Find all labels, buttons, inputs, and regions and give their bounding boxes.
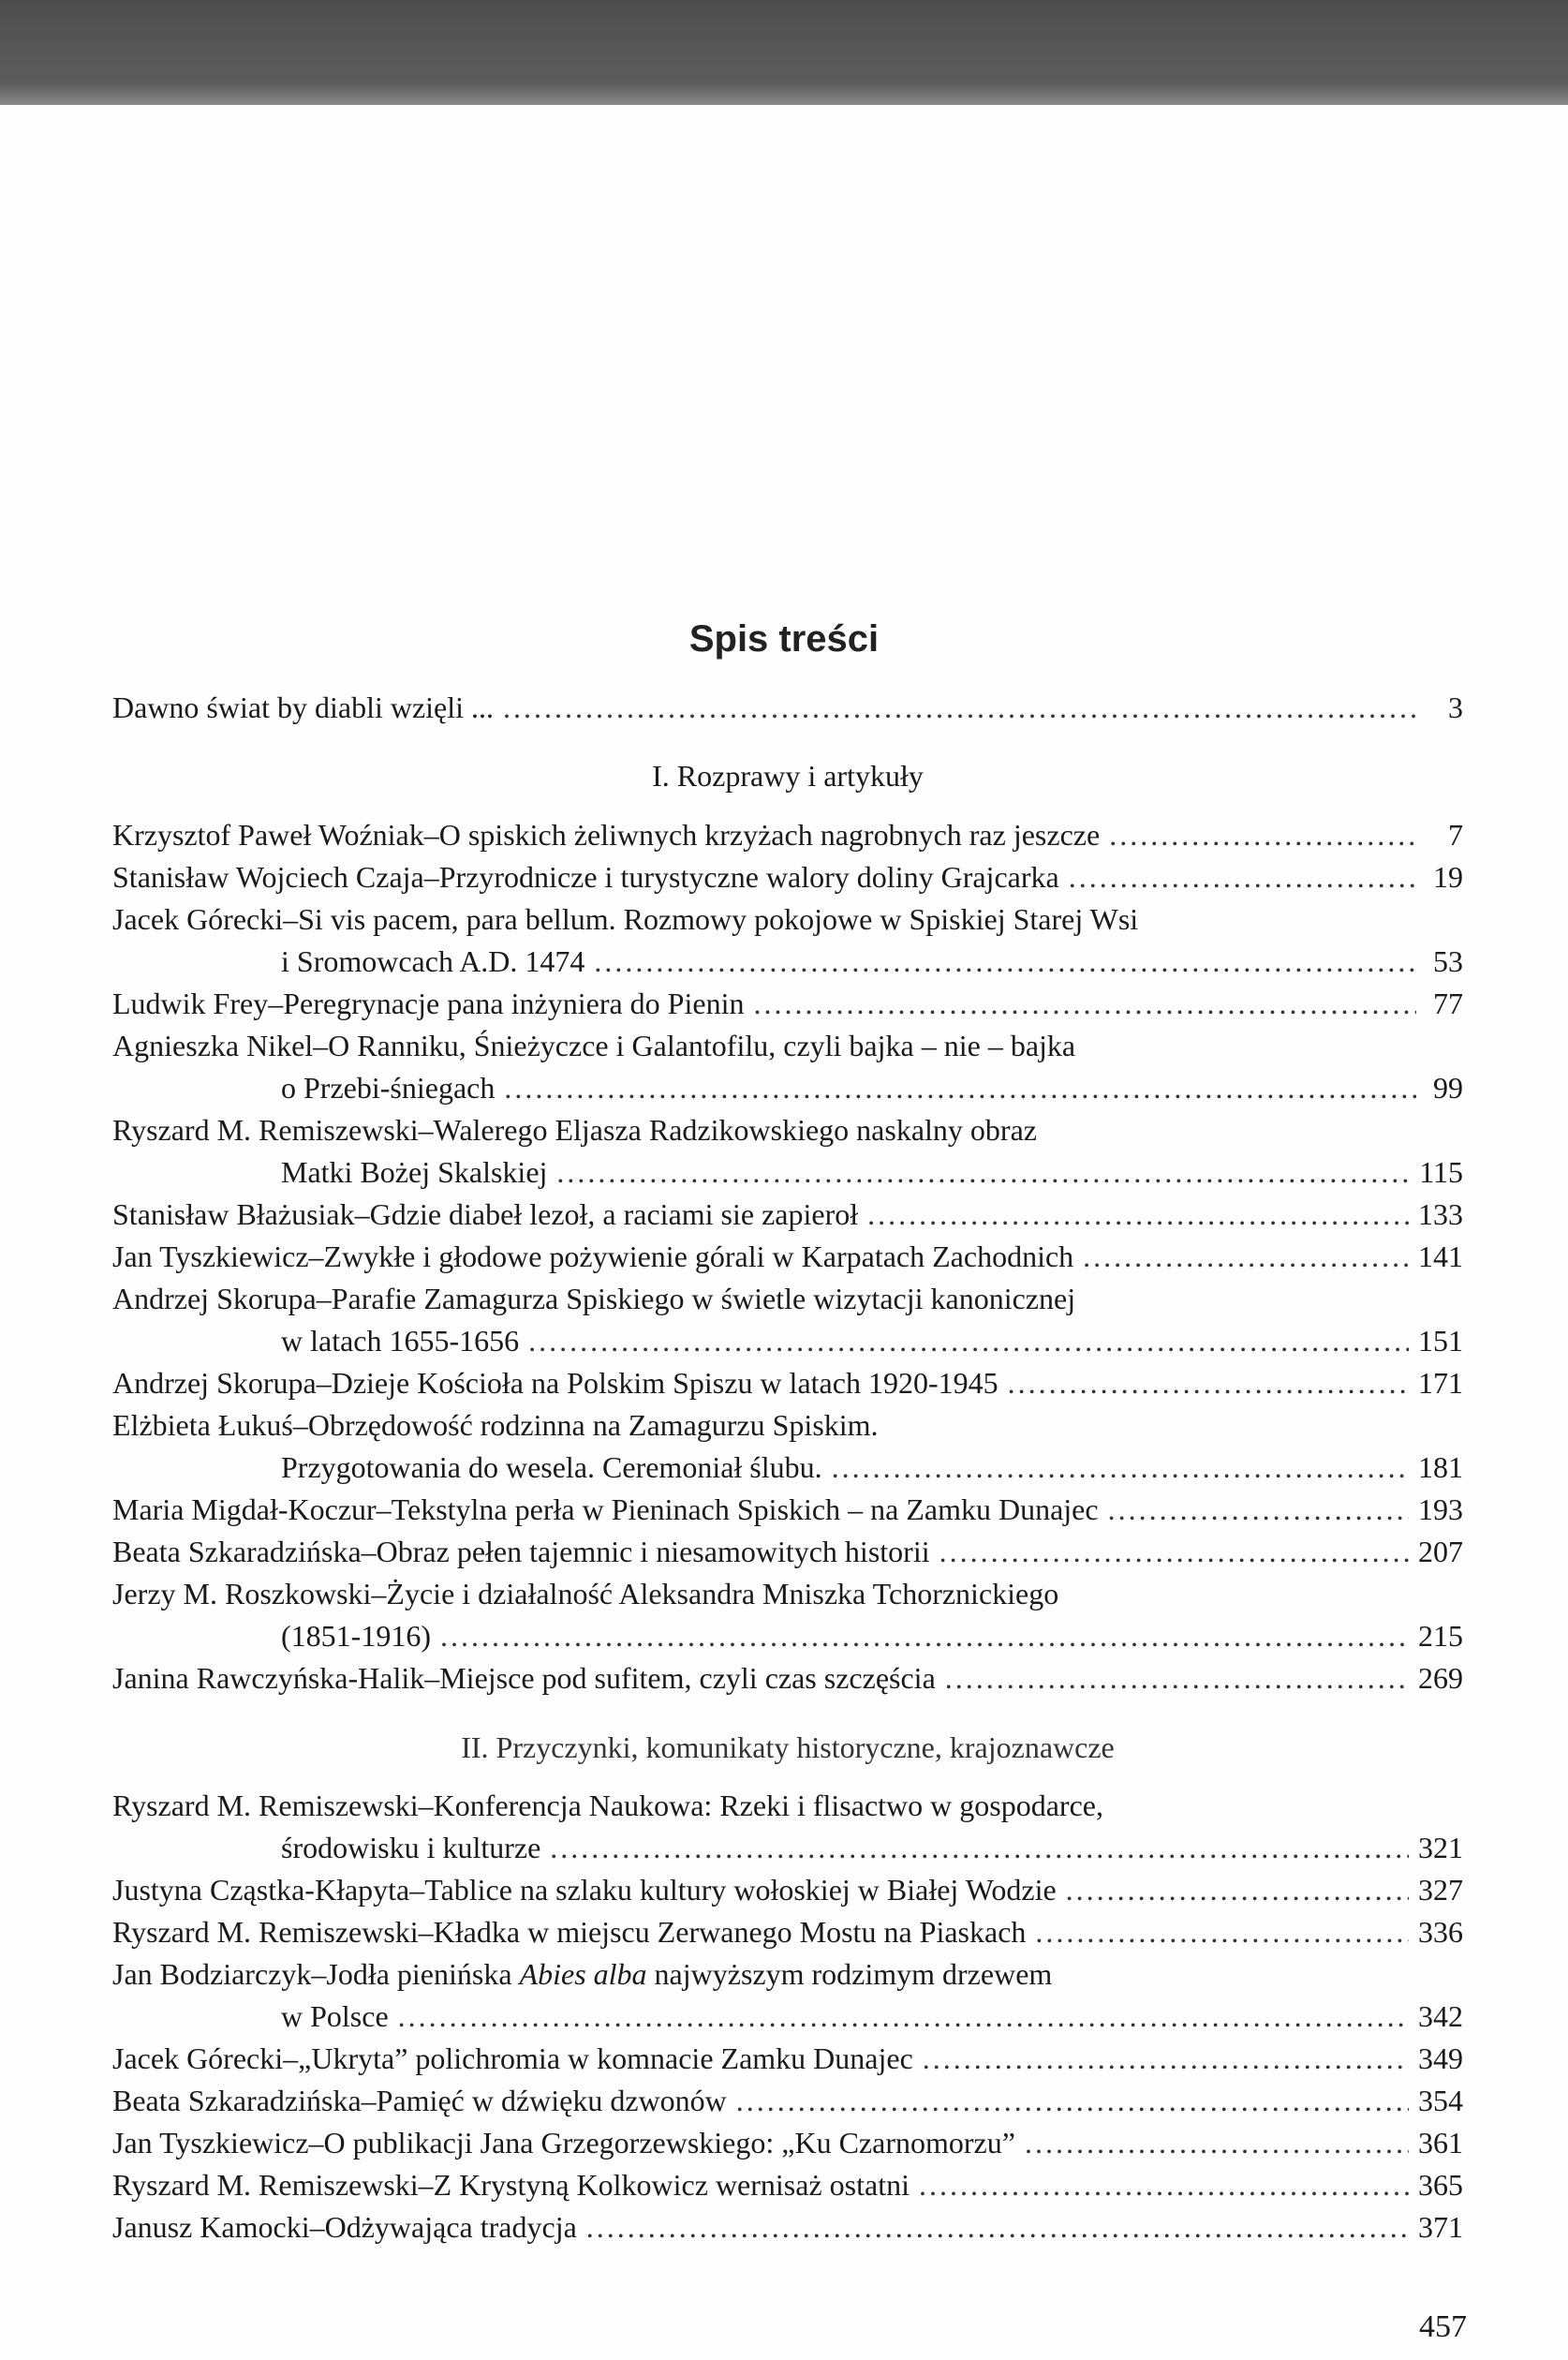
entry-continuation xyxy=(112,1320,1463,1362)
entry-page: 19 xyxy=(1433,860,1463,894)
entry-title xyxy=(326,1953,1052,1996)
entry-separator: – xyxy=(418,2168,434,2202)
entry-author: Andrzej Skorupa xyxy=(112,1366,317,1400)
entry-line xyxy=(112,1109,1463,1151)
entry-author: Jan Tyszkiewicz xyxy=(112,2126,309,2160)
entry-page: 115 xyxy=(1419,1155,1463,1189)
page-title: Spis treści xyxy=(688,618,880,660)
section-heading: II. Przyczynki, komunikaty historyczne, krajoznawcze xyxy=(461,1730,1115,1764)
entry-separator: – xyxy=(313,1029,329,1062)
toc-entry[interactable] xyxy=(112,2080,1463,2122)
dot-leader xyxy=(503,687,1416,729)
entry-page: 215 xyxy=(1418,1619,1463,1653)
entry-line xyxy=(112,814,1463,856)
entry-separator: – xyxy=(308,1239,324,1273)
entry-page: 151 xyxy=(1418,1324,1463,1358)
entry-line xyxy=(112,1236,1463,1278)
entry-page: 361 xyxy=(1418,2126,1463,2160)
dot-leader xyxy=(919,2164,1409,2206)
toc-entry[interactable] xyxy=(112,856,1463,898)
toc-entry[interactable] xyxy=(112,1785,1463,1869)
entry-author: Justyna Cząstka-Kłapyta xyxy=(112,1873,410,1907)
entry-author: Janina Rawczyńska-Halik xyxy=(112,1661,425,1695)
entry-title: O Ranniku, Śnieżyczce i Galantofilu, czyli bajka – nie – bajka xyxy=(328,1029,1076,1062)
entry-page: 342 xyxy=(1418,1999,1463,2033)
entry-author: Jan Bodziarczyk xyxy=(112,1957,312,1991)
dot-leader xyxy=(1035,1911,1409,1953)
scan-edge xyxy=(0,0,1568,105)
entry-continuation xyxy=(112,1067,1463,1109)
entry-author: Ryszard M. Remiszewski xyxy=(112,1113,419,1147)
entry-separator: – xyxy=(283,902,299,936)
dot-leader xyxy=(832,1447,1409,1489)
entry-title: O publikacji Jana Grzegorzewskiego: „Ku Czarnomorzu” xyxy=(323,2126,1015,2160)
entry-continuation xyxy=(112,1615,1463,1657)
dot-leader xyxy=(586,2206,1409,2249)
toc-entry[interactable] xyxy=(112,983,1463,1025)
entry-title: Peregrynacje pana inżyniera do Pienin xyxy=(283,987,745,1020)
entry-title: Si vis pacem, para bellum. Rozmowy pokojowe w Spiskiej Starej Wsi xyxy=(298,902,1139,936)
toc-entry[interactable] xyxy=(112,2206,1463,2249)
dot-leader xyxy=(398,1996,1409,2038)
entry-separator: – xyxy=(423,818,439,852)
toc-entry[interactable] xyxy=(112,1657,1463,1699)
entry-separator: – xyxy=(308,2126,324,2160)
entry-title: O spiskich żeliwnych krzyżach nagrobnych raz jeszcze xyxy=(438,818,1101,852)
entry-author: Krzysztof Paweł Woźniak xyxy=(112,818,424,852)
entry-separator: – xyxy=(268,987,284,1020)
entry-author: Elżbieta Łukuś xyxy=(112,1408,293,1442)
entry-title: Walerego Eljasza Radzikowskiego naskalny obraz xyxy=(433,1113,1037,1147)
dot-leader xyxy=(504,1067,1416,1109)
dot-leader xyxy=(1109,814,1416,856)
entry-separator: – xyxy=(354,1197,370,1231)
entry-line xyxy=(112,2206,1463,2249)
entry-author: Ryszard M. Remiszewski xyxy=(112,1915,419,1949)
entry-line xyxy=(112,856,1463,898)
entry-line xyxy=(112,1404,1463,1447)
entry-author: Jacek Górecki xyxy=(112,2041,284,2075)
title-italic: Abies alba xyxy=(519,1957,647,1991)
dot-leader xyxy=(1069,856,1416,898)
entry-line xyxy=(112,898,1463,941)
entry-continuation xyxy=(112,1151,1463,1194)
entry-line xyxy=(112,2080,1463,2122)
dot-leader xyxy=(1083,1236,1409,1278)
entry-page: 365 xyxy=(1418,2168,1463,2202)
entry-author: Agnieszka Nikel xyxy=(112,1029,314,1062)
section-heading: I. Rozprawy i artykuły xyxy=(652,759,924,793)
entry-separator: – xyxy=(371,1577,387,1610)
dot-leader xyxy=(528,1320,1409,1362)
entry-page: 99 xyxy=(1433,1071,1463,1105)
toc-entry[interactable] xyxy=(112,1236,1463,1278)
entry-separator: – xyxy=(292,1408,308,1442)
entry-author: Beata Szkaradzińska xyxy=(112,2084,362,2117)
entry-author: Jerzy M. Roszkowski xyxy=(112,1577,372,1610)
entry-separator: – xyxy=(418,1789,434,1822)
entry-page: 327 xyxy=(1418,1873,1463,1907)
entry-title: Kładka w miejscu Zerwanego Mostu na Piaskach xyxy=(433,1915,1027,1949)
entry-separator: – xyxy=(424,1661,440,1695)
entry-page: 171 xyxy=(1418,1366,1463,1400)
toc-entry[interactable] xyxy=(112,1531,1463,1573)
entry-page: 141 xyxy=(1418,1239,1463,1273)
entry-page: 3 xyxy=(1448,690,1463,724)
entry-line xyxy=(112,1278,1463,1320)
entry-title-cont: w Polsce xyxy=(281,1999,389,2033)
entry-separator: – xyxy=(361,1535,377,1568)
entry-line xyxy=(112,1531,1463,1573)
entry-page: 133 xyxy=(1418,1197,1463,1231)
toc-entry[interactable] xyxy=(112,1109,1463,1194)
toc-entry[interactable] xyxy=(112,1911,1463,1953)
toc-entry-intro[interactable] xyxy=(112,687,1463,729)
entry-author: Jan Tyszkiewicz xyxy=(112,1239,309,1273)
entry-line xyxy=(112,1362,1463,1404)
entry-title: Obraz pełen tajemnic i niesamowitych historii xyxy=(376,1535,930,1568)
entry-continuation xyxy=(112,1996,1463,2038)
entry-separator: – xyxy=(418,1113,434,1147)
entry-continuation xyxy=(112,1447,1463,1489)
entry-title: Miejsce pod sufitem, czyli czas szczęścia xyxy=(439,1661,936,1695)
entry-title: Zwykłe i głodowe pożywienie górali w Karpatach Zachodnich xyxy=(323,1239,1074,1273)
entry-separator: – xyxy=(311,1957,327,1991)
entry-title: Gdzie diabeł lezoł, a raciami sie zapieroł xyxy=(369,1197,859,1231)
entry-line xyxy=(112,1573,1463,1615)
toc-entry[interactable] xyxy=(112,2164,1463,2206)
entry-title: Obrzędowość rodzinna na Zamagurzu Spiskim. xyxy=(307,1408,879,1442)
dot-leader xyxy=(440,1615,1409,1657)
dot-leader xyxy=(1108,1489,1409,1531)
dot-leader xyxy=(550,1827,1409,1869)
entry-author: Maria Migdał-Koczur xyxy=(112,1492,377,1526)
dot-leader xyxy=(736,2080,1409,2122)
entry-line xyxy=(112,1194,1463,1236)
entry-title: Przyrodnicze i turystyczne walory doliny Grajcarka xyxy=(438,860,1059,894)
entry-author: Stanisław Błażusiak xyxy=(112,1197,355,1231)
entry-continuation xyxy=(112,1827,1463,1869)
entry-title-cont: (1851-1916) xyxy=(281,1619,431,1653)
entry-title: Dzieje Kościoła na Polskim Spiszu w latach 1920-1945 xyxy=(331,1366,998,1400)
entry-line xyxy=(112,2122,1463,2164)
entry-page: 336 xyxy=(1418,1915,1463,1949)
entry-title: Z Krystyną Kolkowicz wernisaż ostatni xyxy=(433,2168,910,2202)
entry-title: „Ukryta” polichromia w komnacie Zamku Dunajec xyxy=(298,2041,913,2075)
entry-page: 53 xyxy=(1433,944,1463,978)
entry-separator: – xyxy=(316,1366,332,1400)
dot-leader xyxy=(594,941,1416,983)
entry-title-cont: środowisku i kulturze xyxy=(281,1831,541,1864)
toc-entry[interactable] xyxy=(112,814,1463,856)
toc-entry[interactable] xyxy=(112,1025,1463,1109)
toc-entry[interactable] xyxy=(112,898,1463,983)
entry-title-cont: Przygotowania do wesela. Ceremoniał ślubu. xyxy=(281,1450,822,1484)
entry-title-cont: o Przebi-śniegach xyxy=(281,1071,496,1105)
toc-entry[interactable] xyxy=(112,1489,1463,1531)
entry-page: 7 xyxy=(1448,818,1463,852)
entry-line xyxy=(112,1489,1463,1531)
entry-title: Tekstylna perła w Pieninach Spiskich – na Zamku Dunajec xyxy=(391,1492,1099,1526)
entry-line xyxy=(112,1869,1463,1911)
entry-page: 77 xyxy=(1433,987,1463,1020)
toc-entry[interactable] xyxy=(112,1194,1463,1236)
dot-leader xyxy=(1025,2122,1409,2164)
entry-title: Dawno świat by diabli wzięli ... xyxy=(112,690,495,724)
entry-separator: – xyxy=(418,1915,434,1949)
entry-author: Andrzej Skorupa xyxy=(112,1282,317,1315)
toc-entry[interactable] xyxy=(112,1573,1463,1657)
entry-title-cont: w latach 1655-1656 xyxy=(281,1324,520,1358)
entry-title: Parafie Zamagurza Spiskiego w świetle wizytacji kanonicznej xyxy=(331,1282,1076,1315)
entry-title: Pamięć w dźwięku dzwonów xyxy=(376,2084,727,2117)
entry-page: 371 xyxy=(1418,2210,1463,2244)
entry-line xyxy=(112,1657,1463,1699)
toc-entry[interactable] xyxy=(112,1278,1463,1362)
title-part: Jodła pienińska xyxy=(326,1957,520,1991)
title-part: najwyższym rodzimym drzewem xyxy=(646,1957,1053,1991)
table-of-contents xyxy=(112,687,1463,2249)
entry-title-cont: i Sromowcach A.D. 1474 xyxy=(281,944,585,978)
entry-separator: – xyxy=(309,2210,325,2244)
entry-author: Janusz Kamocki xyxy=(112,2210,310,2244)
entry-line xyxy=(112,983,1463,1025)
entry-page: 354 xyxy=(1418,2084,1463,2117)
entry-line xyxy=(112,1911,1463,1953)
entry-separator: – xyxy=(361,2084,377,2117)
entry-page: 321 xyxy=(1418,1831,1463,1864)
dot-leader xyxy=(753,983,1416,1025)
toc-entry[interactable] xyxy=(112,1362,1463,1404)
entry-page: 349 xyxy=(1418,2041,1463,2075)
dot-leader xyxy=(945,1657,1409,1699)
toc-entry[interactable] xyxy=(112,2122,1463,2164)
toc-entry[interactable] xyxy=(112,2038,1463,2080)
entry-title: Tablice na szlaku kultury wołoskiej w Białej Wodzie xyxy=(424,1873,1057,1907)
entry-continuation xyxy=(112,941,1463,983)
entry-author: Ryszard M. Remiszewski xyxy=(112,2168,419,2202)
entry-title: Konferencja Naukowa: Rzeki i flisactwo w gospodarce, xyxy=(433,1789,1103,1822)
entry-page: 269 xyxy=(1418,1661,1463,1695)
toc-entry[interactable] xyxy=(112,1953,1463,2038)
entry-author: Ryszard M. Remiszewski xyxy=(112,1789,419,1822)
entry-author: Ludwik Frey xyxy=(112,987,269,1020)
entry-title-cont: Matki Bożej Skalskiej xyxy=(281,1155,548,1189)
dot-leader xyxy=(867,1194,1409,1236)
entry-author: Jacek Górecki xyxy=(112,902,284,936)
entry-separator: – xyxy=(409,1873,425,1907)
entry-page: 193 xyxy=(1418,1492,1463,1526)
page-number: 457 xyxy=(1419,2309,1467,2344)
entry-line xyxy=(112,1025,1463,1067)
entry-page: 207 xyxy=(1418,1535,1463,1568)
dot-leader xyxy=(939,1531,1409,1573)
toc-entry[interactable] xyxy=(112,1869,1463,1911)
dot-leader xyxy=(1066,1869,1409,1911)
entry-title: Odżywająca tradycja xyxy=(324,2210,577,2244)
entry-line xyxy=(112,2038,1463,2080)
entry-author: Stanisław Wojciech Czaja xyxy=(112,860,424,894)
dot-leader xyxy=(923,2038,1409,2080)
entry-author: Beata Szkaradzińska xyxy=(112,1535,362,1568)
entry-separator: – xyxy=(283,2041,299,2075)
toc-entry[interactable] xyxy=(112,1404,1463,1489)
entry-separator: – xyxy=(316,1282,332,1315)
entry-line xyxy=(112,1953,1463,1996)
entry-separator: – xyxy=(423,860,439,894)
dot-leader xyxy=(1008,1362,1409,1404)
entry-separator: – xyxy=(376,1492,392,1526)
entry-title: Życie i działalność Aleksandra Mniszka Tchorznickiego xyxy=(386,1577,1059,1610)
entry-page: 181 xyxy=(1418,1450,1463,1484)
entry-line xyxy=(112,1785,1463,1827)
entry-line xyxy=(112,2164,1463,2206)
dot-leader xyxy=(556,1151,1410,1194)
